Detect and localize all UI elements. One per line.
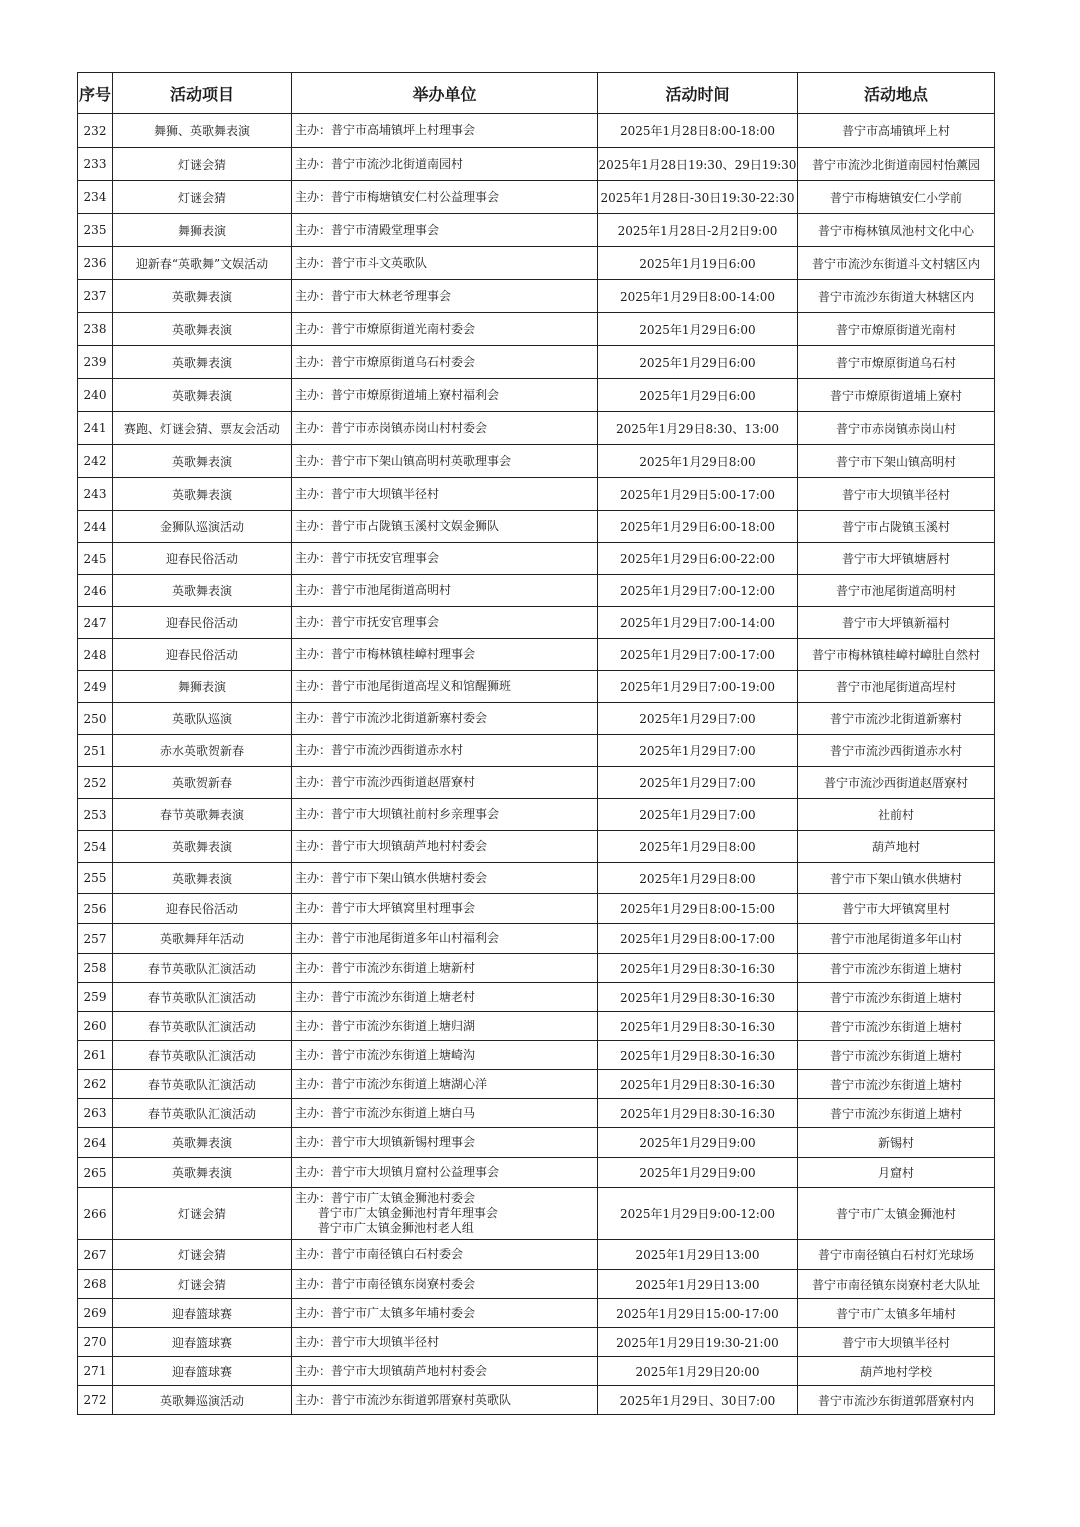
- cell-activity-time: 2025年1月29日8:00-17:00: [598, 924, 798, 954]
- cell-organizer: [292, 799, 598, 831]
- cell-organizer: [292, 1357, 598, 1386]
- organizer-line: 主办：普宁市燎原街道埔上寮村福利会: [295, 387, 500, 402]
- cell-serial-number: 233: [78, 148, 113, 181]
- cell-activity-time: 2025年1月29日7:00-17:00: [598, 639, 798, 671]
- organizer-line: 普宁市广太镇金狮池村老人组: [295, 1221, 474, 1235]
- cell-organizer: [292, 313, 598, 346]
- cell-activity-time: 2025年1月28日8:00-18:00: [598, 114, 798, 148]
- cell-activity-location: 葫芦地村学校: [798, 1357, 995, 1386]
- cell-activity-time: 2025年1月29日7:00-12:00: [598, 575, 798, 607]
- table-row: [78, 280, 995, 313]
- cell-activity-location: 普宁市流沙东街道上塘村: [798, 954, 995, 983]
- cell-activity-time: 2025年1月28日19:30、29日19:30: [598, 148, 798, 181]
- cell-activity-location: 普宁市燎原街道埔上寮村: [798, 379, 995, 412]
- cell-activity-item: 迎春民俗活动: [113, 894, 292, 924]
- table-row: [78, 863, 995, 894]
- cell-activity-item: 春节英歌舞表演: [113, 799, 292, 831]
- cell-activity-location: 普宁市梅塘镇安仁小学前: [798, 181, 995, 214]
- cell-serial-number: 254: [78, 831, 113, 863]
- cell-serial-number: 256: [78, 894, 113, 924]
- cell-activity-time: 2025年1月29日9:00: [598, 1128, 798, 1158]
- cell-activity-item: 英歌舞表演: [113, 863, 292, 894]
- cell-serial-number: 253: [78, 799, 113, 831]
- cell-organizer: [292, 863, 598, 894]
- cell-activity-time: 2025年1月29日8:30-16:30: [598, 1070, 798, 1099]
- cell-serial-number: 268: [78, 1270, 113, 1299]
- organizer-line: 主办：普宁市大坝镇半径村: [295, 1334, 440, 1349]
- cell-activity-time: 2025年1月28日-2月2日9:00: [598, 214, 798, 247]
- organizer-line: 主办：普宁市南径镇白石村委会: [295, 1247, 464, 1261]
- cell-activity-location: 普宁市流沙东街道上塘村: [798, 1099, 995, 1128]
- cell-activity-time: 2025年1月29日6:00-22:00: [598, 543, 798, 575]
- organizer-line: 主办：普宁市下架山镇水供塘村委会: [295, 870, 488, 885]
- cell-activity-location: 普宁市下架山镇高明村: [798, 445, 995, 478]
- cell-serial-number: 232: [78, 114, 113, 148]
- header-activity-time: 活动时间: [598, 73, 798, 114]
- cell-activity-time: 2025年1月29日8:00-15:00: [598, 894, 798, 924]
- cell-serial-number: 247: [78, 607, 113, 639]
- cell-serial-number: 239: [78, 346, 113, 379]
- cell-serial-number: 248: [78, 639, 113, 671]
- cell-activity-location: 普宁市流沙东街道上塘村: [798, 1041, 995, 1070]
- organizer-line: 普宁市广太镇金狮池村青年理事会: [295, 1206, 498, 1220]
- organizer-line: 主办：普宁市抚安官理事会: [295, 551, 440, 565]
- cell-activity-time: 2025年1月29日8:30-16:30: [598, 954, 798, 983]
- cell-activity-location: 普宁市池尾街道高埕村: [798, 671, 995, 703]
- organizer-line: 主办：普宁市流沙北街道新寨村委会: [295, 711, 488, 725]
- cell-serial-number: 244: [78, 511, 113, 543]
- organizer-line: 主办：普宁市清殿堂理事会: [295, 222, 440, 237]
- cell-organizer: [292, 954, 598, 983]
- table-row: [78, 247, 995, 280]
- table-row: [78, 767, 995, 799]
- cell-activity-location: 普宁市下架山镇水供塘村: [798, 863, 995, 894]
- cell-organizer: [292, 1041, 598, 1070]
- table-row: [78, 735, 995, 767]
- organizer-line: 主办：普宁市广太镇金狮池村委会: [295, 1191, 476, 1205]
- cell-serial-number: 272: [78, 1386, 113, 1415]
- cell-activity-location: 普宁市流沙东街道上塘村: [798, 1070, 995, 1099]
- cell-activity-item: 英歌舞表演: [113, 346, 292, 379]
- table-row: [78, 1240, 995, 1270]
- organizer-line: 主办：普宁市流沙东街道上塘老村: [295, 989, 476, 1004]
- cell-activity-location: 普宁市梅林镇凤池村文化中心: [798, 214, 995, 247]
- cell-activity-item: 迎春篮球赛: [113, 1357, 292, 1386]
- table-row: [78, 181, 995, 214]
- table-row: [78, 1188, 995, 1240]
- organizer-line: 主办：普宁市高埔镇坪上村理事会: [295, 123, 476, 137]
- cell-serial-number: 258: [78, 954, 113, 983]
- cell-activity-item: 灯谜会猜: [113, 1270, 292, 1299]
- cell-serial-number: 250: [78, 703, 113, 735]
- organizer-line: 主办：普宁市大坝镇半径村: [295, 486, 440, 501]
- cell-activity-location: 普宁市南径镇东岗寮村老大队址: [798, 1270, 995, 1299]
- organizer-line: 主办：普宁市抚安官理事会: [295, 615, 440, 629]
- cell-activity-time: 2025年1月29日8:00: [598, 831, 798, 863]
- table-body: [78, 114, 995, 1415]
- table-row: [78, 894, 995, 924]
- cell-serial-number: 271: [78, 1357, 113, 1386]
- cell-activity-location: 社前村: [798, 799, 995, 831]
- cell-organizer: [292, 1386, 598, 1415]
- cell-organizer: [292, 1012, 598, 1041]
- cell-activity-time: 2025年1月29日9:00-12:00: [598, 1188, 798, 1240]
- cell-activity-item: 迎春民俗活动: [113, 543, 292, 575]
- cell-activity-time: 2025年1月29日7:00-14:00: [598, 607, 798, 639]
- cell-organizer: [292, 346, 598, 379]
- cell-organizer: [292, 280, 598, 313]
- cell-serial-number: 249: [78, 671, 113, 703]
- cell-organizer: [292, 379, 598, 412]
- cell-activity-item: 英歌舞表演: [113, 280, 292, 313]
- cell-activity-item: 灯谜会猜: [113, 1240, 292, 1270]
- organizer-line: 主办：普宁市流沙东街道上塘归湖: [295, 1018, 476, 1033]
- cell-activity-item: 春节英歌队汇演活动: [113, 1012, 292, 1041]
- cell-activity-item: 英歌舞表演: [113, 379, 292, 412]
- cell-organizer: [292, 831, 598, 863]
- cell-activity-item: 灯谜会猜: [113, 148, 292, 181]
- cell-serial-number: 234: [78, 181, 113, 214]
- cell-activity-location: 普宁市大坝镇半径村: [798, 478, 995, 511]
- table-row: [78, 1386, 995, 1415]
- cell-serial-number: 261: [78, 1041, 113, 1070]
- cell-organizer: [292, 924, 598, 954]
- organizer-line: 主办：普宁市池尾街道高明村: [295, 583, 452, 597]
- cell-activity-location: 普宁市流沙西街道赤水村: [798, 735, 995, 767]
- table-row: [78, 1099, 995, 1128]
- organizer-line: 主办：普宁市流沙西街道赤水村: [295, 743, 464, 757]
- cell-activity-time: 2025年1月29日6:00: [598, 379, 798, 412]
- cell-activity-time: 2025年1月29日8:00-14:00: [598, 280, 798, 313]
- table-row: [78, 1270, 995, 1299]
- organizer-line: 主办：普宁市斗文英歌队: [295, 255, 428, 270]
- table-row: [78, 1299, 995, 1328]
- cell-activity-time: 2025年1月29日19:30-21:00: [598, 1328, 798, 1357]
- cell-organizer: [292, 114, 598, 148]
- cell-activity-item: 迎春民俗活动: [113, 607, 292, 639]
- table-row: [78, 1158, 995, 1188]
- cell-activity-time: 2025年1月29日8:30、13:00: [598, 412, 798, 445]
- cell-activity-time: 2025年1月29日6:00: [598, 346, 798, 379]
- organizer-line: 主办：普宁市大坝镇葫芦地村村委会: [295, 1363, 488, 1378]
- cell-activity-location: 普宁市梅林镇桂嶂村嶂肚自然村: [798, 639, 995, 671]
- table-row: [78, 1357, 995, 1386]
- cell-serial-number: 237: [78, 280, 113, 313]
- cell-serial-number: 267: [78, 1240, 113, 1270]
- cell-organizer: [292, 1188, 598, 1240]
- cell-activity-location: 普宁市大坪镇新福村: [798, 607, 995, 639]
- cell-activity-item: 英歌舞表演: [113, 575, 292, 607]
- table-row: [78, 114, 995, 148]
- cell-activity-location: 普宁市广太镇多年埔村: [798, 1299, 995, 1328]
- cell-serial-number: 251: [78, 735, 113, 767]
- cell-activity-time: 2025年1月29日13:00: [598, 1240, 798, 1270]
- cell-activity-time: 2025年1月29日、30日7:00: [598, 1386, 798, 1415]
- cell-organizer: [292, 412, 598, 445]
- cell-activity-time: 2025年1月29日7:00: [598, 703, 798, 735]
- table-row: [78, 511, 995, 543]
- cell-organizer: [292, 735, 598, 767]
- cell-serial-number: 260: [78, 1012, 113, 1041]
- cell-serial-number: 263: [78, 1099, 113, 1128]
- cell-organizer: [292, 671, 598, 703]
- cell-activity-time: 2025年1月29日7:00-19:00: [598, 671, 798, 703]
- table-row: [78, 607, 995, 639]
- table-row: [78, 799, 995, 831]
- table-row: [78, 346, 995, 379]
- cell-activity-item: 春节英歌队汇演活动: [113, 1070, 292, 1099]
- table-row: [78, 543, 995, 575]
- table-row: [78, 831, 995, 863]
- cell-serial-number: 255: [78, 863, 113, 894]
- organizer-line: 主办：普宁市燎原街道乌石村委会: [295, 354, 476, 369]
- cell-activity-item: 英歌贺新春: [113, 767, 292, 799]
- cell-activity-item: 英歌舞巡演活动: [113, 1386, 292, 1415]
- cell-activity-item: 赛跑、灯谜会猜、票友会活动: [113, 412, 292, 445]
- cell-activity-item: 灯谜会猜: [113, 181, 292, 214]
- cell-activity-location: 普宁市大坪镇塘唇村: [798, 543, 995, 575]
- cell-organizer: [292, 1070, 598, 1099]
- table-row: [78, 478, 995, 511]
- cell-activity-location: 普宁市流沙东街道斗文村辖区内: [798, 247, 995, 280]
- cell-activity-item: 春节英歌队汇演活动: [113, 983, 292, 1012]
- cell-activity-time: 2025年1月29日7:00: [598, 799, 798, 831]
- cell-activity-location: 普宁市高埔镇坪上村: [798, 114, 995, 148]
- cell-activity-item: 舞狮表演: [113, 671, 292, 703]
- cell-activity-location: 普宁市池尾街道多年山村: [798, 924, 995, 954]
- cell-activity-location: 月窟村: [798, 1158, 995, 1188]
- organizer-line: 主办：普宁市梅塘镇安仁村公益理事会: [295, 189, 500, 204]
- cell-activity-time: 2025年1月29日8:30-16:30: [598, 1099, 798, 1128]
- cell-activity-time: 2025年1月29日6:00: [598, 313, 798, 346]
- organizer-line: 主办：普宁市燎原街道光南村委会: [295, 321, 476, 336]
- table-row: [78, 671, 995, 703]
- cell-activity-item: 迎春篮球赛: [113, 1299, 292, 1328]
- cell-activity-item: 英歌舞表演: [113, 831, 292, 863]
- table-row: [78, 1041, 995, 1070]
- cell-activity-location: 普宁市赤岗镇赤岗山村: [798, 412, 995, 445]
- cell-organizer: [292, 1270, 598, 1299]
- table-row: [78, 954, 995, 983]
- cell-activity-location: 葫芦地村: [798, 831, 995, 863]
- cell-activity-item: 灯谜会猜: [113, 1188, 292, 1240]
- table-row: [78, 148, 995, 181]
- cell-serial-number: 240: [78, 379, 113, 412]
- cell-activity-item: 春节英歌队汇演活动: [113, 1099, 292, 1128]
- organizer-line: 主办：普宁市大坪镇窝里村理事会: [295, 901, 476, 915]
- cell-serial-number: 259: [78, 983, 113, 1012]
- cell-organizer: [292, 703, 598, 735]
- cell-organizer: [292, 1099, 598, 1128]
- table-row: [78, 445, 995, 478]
- organizer-line: 主办：普宁市梅林镇桂嶂村理事会: [295, 647, 476, 661]
- table-row: [78, 313, 995, 346]
- header-activity-item: 活动项目: [113, 73, 292, 114]
- organizer-line: 主办：普宁市流沙东街道上塘新村: [295, 960, 476, 975]
- table-row: [78, 1012, 995, 1041]
- cell-activity-item: 英歌舞拜年活动: [113, 924, 292, 954]
- organizer-line: 主办：普宁市流沙北街道南园村: [295, 156, 464, 171]
- table-row: [78, 703, 995, 735]
- activity-schedule-table: [77, 72, 995, 1415]
- cell-activity-time: 2025年1月29日8:30-16:30: [598, 983, 798, 1012]
- organizer-line: 主办：普宁市赤岗镇赤岗山村村委会: [295, 420, 488, 435]
- cell-activity-item: 舞狮、英歌舞表演: [113, 114, 292, 148]
- cell-activity-location: 普宁市流沙东街道上塘村: [798, 1012, 995, 1041]
- header-serial-number: 序号: [78, 73, 113, 114]
- cell-activity-time: 2025年1月29日15:00-17:00: [598, 1299, 798, 1328]
- cell-activity-item: 英歌舞表演: [113, 478, 292, 511]
- table-row: [78, 214, 995, 247]
- cell-serial-number: 264: [78, 1128, 113, 1158]
- organizer-line: 主办：普宁市流沙东街道上塘湖心洋: [295, 1076, 488, 1091]
- table-row: [78, 412, 995, 445]
- organizer-line: 主办：普宁市广太镇多年埔村委会: [295, 1305, 476, 1320]
- cell-organizer: [292, 445, 598, 478]
- cell-organizer: [292, 1158, 598, 1188]
- cell-activity-location: 普宁市大坪镇窝里村: [798, 894, 995, 924]
- cell-activity-item: 赤水英歌贺新春: [113, 735, 292, 767]
- cell-activity-time: 2025年1月29日13:00: [598, 1270, 798, 1299]
- cell-organizer: [292, 214, 598, 247]
- header-organizer: 举办单位: [292, 73, 598, 114]
- cell-serial-number: 262: [78, 1070, 113, 1099]
- cell-serial-number: 245: [78, 543, 113, 575]
- cell-organizer: [292, 247, 598, 280]
- cell-serial-number: 236: [78, 247, 113, 280]
- cell-activity-time: 2025年1月29日8:30-16:30: [598, 1041, 798, 1070]
- table-row: [78, 924, 995, 954]
- cell-serial-number: 269: [78, 1299, 113, 1328]
- cell-activity-time: 2025年1月28日-30日19:30-22:30: [598, 181, 798, 214]
- cell-activity-item: 春节英歌队汇演活动: [113, 954, 292, 983]
- cell-activity-location: 普宁市池尾街道高明村: [798, 575, 995, 607]
- cell-serial-number: 265: [78, 1158, 113, 1188]
- organizer-line: 主办：普宁市池尾街道多年山村福利会: [295, 931, 500, 945]
- cell-activity-item: 迎春民俗活动: [113, 639, 292, 671]
- cell-serial-number: 270: [78, 1328, 113, 1357]
- cell-activity-item: 英歌舞表演: [113, 1128, 292, 1158]
- cell-activity-time: 2025年1月19日6:00: [598, 247, 798, 280]
- cell-organizer: [292, 607, 598, 639]
- organizer-line: 主办：普宁市流沙东街道上塘崎沟: [295, 1047, 476, 1062]
- cell-activity-item: 英歌舞表演: [113, 445, 292, 478]
- cell-activity-location: 普宁市流沙东街道大林辖区内: [798, 280, 995, 313]
- organizer-line: 主办：普宁市大林老爷理事会: [295, 288, 452, 303]
- table-row: [78, 575, 995, 607]
- table-row: [78, 1070, 995, 1099]
- cell-activity-time: 2025年1月29日8:00: [598, 863, 798, 894]
- table-row: [78, 1128, 995, 1158]
- cell-activity-item: 金狮队巡演活动: [113, 511, 292, 543]
- cell-organizer: [292, 1299, 598, 1328]
- cell-activity-item: 迎春篮球赛: [113, 1328, 292, 1357]
- cell-organizer: [292, 1328, 598, 1357]
- table-row: [78, 1328, 995, 1357]
- cell-activity-location: 普宁市流沙东街道郭厝寮村内: [798, 1386, 995, 1415]
- organizer-line: 主办：普宁市南径镇东岗寮村委会: [295, 1276, 476, 1291]
- organizer-line: 主办：普宁市下架山镇高明村英歌理事会: [295, 453, 512, 468]
- cell-organizer: [292, 181, 598, 214]
- cell-activity-item: 英歌舞表演: [113, 1158, 292, 1188]
- cell-serial-number: 242: [78, 445, 113, 478]
- cell-serial-number: 238: [78, 313, 113, 346]
- cell-activity-location: 普宁市广太镇金狮池村: [798, 1188, 995, 1240]
- cell-activity-location: 普宁市南径镇白石村灯光球场: [798, 1240, 995, 1270]
- cell-organizer: [292, 983, 598, 1012]
- table-row: [78, 639, 995, 671]
- cell-activity-location: 普宁市流沙东街道上塘村: [798, 983, 995, 1012]
- cell-serial-number: 252: [78, 767, 113, 799]
- cell-activity-time: 2025年1月29日7:00: [598, 735, 798, 767]
- cell-activity-time: 2025年1月29日20:00: [598, 1357, 798, 1386]
- cell-organizer: [292, 575, 598, 607]
- cell-organizer: [292, 1128, 598, 1158]
- cell-activity-location: 普宁市占陇镇玉溪村: [798, 511, 995, 543]
- cell-activity-item: 英歌队巡演: [113, 703, 292, 735]
- cell-serial-number: 243: [78, 478, 113, 511]
- organizer-line: 主办：普宁市大坝镇社前村乡亲理事会: [295, 807, 500, 821]
- cell-serial-number: 235: [78, 214, 113, 247]
- cell-activity-time: 2025年1月29日7:00: [598, 767, 798, 799]
- cell-organizer: [292, 511, 598, 543]
- cell-activity-time: 2025年1月29日6:00-18:00: [598, 511, 798, 543]
- cell-activity-time: 2025年1月29日9:00: [598, 1158, 798, 1188]
- cell-activity-item: 英歌舞表演: [113, 313, 292, 346]
- cell-activity-time: 2025年1月29日8:30-16:30: [598, 1012, 798, 1041]
- table-row: [78, 379, 995, 412]
- organizer-line: 主办：普宁市流沙东街道上塘白马: [295, 1105, 476, 1120]
- table-row: [78, 983, 995, 1012]
- cell-activity-location: 普宁市大坝镇半径村: [798, 1328, 995, 1357]
- organizer-line: 主办：普宁市占陇镇玉溪村文娱金狮队: [295, 519, 500, 533]
- cell-activity-location: 普宁市流沙北街道南园村怡薰园: [798, 148, 995, 181]
- cell-organizer: [292, 894, 598, 924]
- organizer-line: 主办：普宁市池尾街道高埕义和馆醒狮班: [295, 679, 512, 693]
- cell-organizer: [292, 767, 598, 799]
- header-activity-location: 活动地点: [798, 73, 995, 114]
- cell-serial-number: 246: [78, 575, 113, 607]
- cell-organizer: [292, 1240, 598, 1270]
- organizer-line: 主办：普宁市大坝镇葫芦地村村委会: [295, 839, 488, 853]
- cell-activity-item: 迎新春“英歌舞”文娱活动: [113, 247, 292, 280]
- cell-serial-number: 241: [78, 412, 113, 445]
- cell-activity-time: 2025年1月29日8:00: [598, 445, 798, 478]
- cell-activity-location: 普宁市流沙北街道新寨村: [798, 703, 995, 735]
- organizer-line: 主办：普宁市流沙西街道赵厝寮村: [295, 775, 476, 789]
- cell-activity-location: 普宁市燎原街道乌石村: [798, 346, 995, 379]
- cell-activity-time: 2025年1月29日5:00-17:00: [598, 478, 798, 511]
- table-header-row: [78, 73, 995, 114]
- cell-activity-item: 春节英歌队汇演活动: [113, 1041, 292, 1070]
- cell-activity-location: 普宁市燎原街道光南村: [798, 313, 995, 346]
- cell-activity-item: 舞狮表演: [113, 214, 292, 247]
- organizer-line: 主办：普宁市大坝镇月窟村公益理事会: [295, 1165, 500, 1179]
- cell-organizer: [292, 478, 598, 511]
- organizer-line: 主办：普宁市流沙东街道郭厝寮村英歌队: [295, 1392, 512, 1407]
- cell-organizer: [292, 148, 598, 181]
- cell-activity-location: 新锡村: [798, 1128, 995, 1158]
- cell-organizer: [292, 543, 598, 575]
- cell-organizer: [292, 639, 598, 671]
- cell-activity-location: 普宁市流沙西街道赵厝寮村: [798, 767, 995, 799]
- organizer-line: 主办：普宁市大坝镇新锡村理事会: [295, 1135, 476, 1149]
- cell-serial-number: 266: [78, 1188, 113, 1240]
- cell-serial-number: 257: [78, 924, 113, 954]
